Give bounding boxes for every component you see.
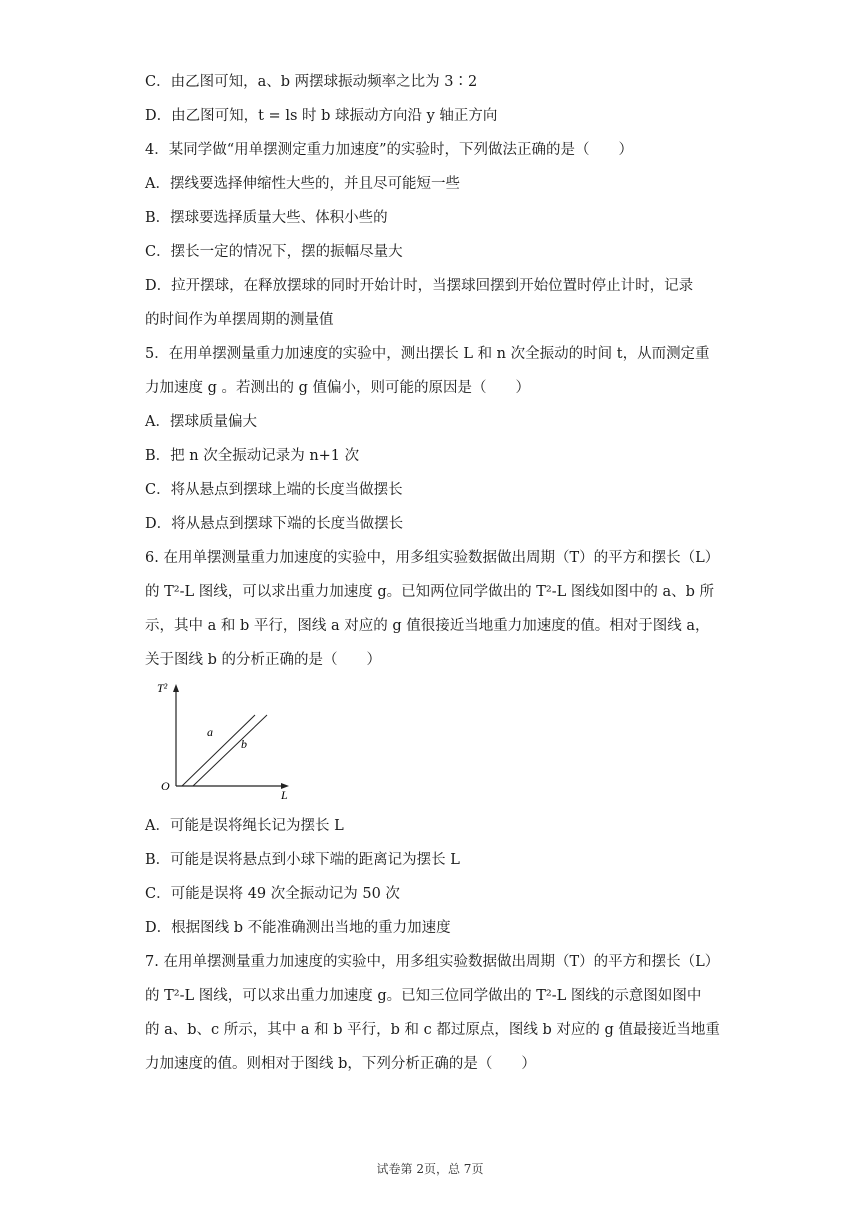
question-6-stem: 6. 在用单摆测量重力加速度的实验中，用多组实验数据做出周期（T）的平方和摆长（L） <box>145 550 720 566</box>
question-7-stem-2: 的 T²-L 图线，可以求出重力加速度 g。已知三位同学做出的 T²-L 图线的示意图如图中 <box>145 988 702 1004</box>
q4-option-a: A．摆线要选择伸缩性大些的，并且尽可能短一些 <box>145 176 460 192</box>
q5-option-a: A．摆球质量偏大 <box>145 414 257 430</box>
question-7-stem-4: 力加速度的值。则相对于图线 b，下列分析正确的是（ ） <box>145 1056 536 1072</box>
line-q3-c: C．由乙图可知，a、b 两摆球振动频率之比为 3∶2 <box>145 74 478 90</box>
q6-option-c: C．可能是误将 49 次全振动记为 50 次 <box>145 886 400 902</box>
line-b <box>193 715 267 786</box>
q4-option-d: D．拉开摆球，在释放摆球的同时开始计时，当摆球回摆到开始位置时停止计时，记录 <box>145 278 694 294</box>
q4-option-b: B．摆球要选择质量大些、体积小些的 <box>145 210 388 226</box>
q5-option-c: C．将从悬点到摆球上端的长度当做摆长 <box>145 482 403 498</box>
question-7-stem-3: 的 a、b、c 所示，其中 a 和 b 平行，b 和 c 都过原点，图线 b 对应的 g 值最接近当地重 <box>145 1022 720 1038</box>
question-6-stem-2: 的 T²-L 图线，可以求出重力加速度 g。已知两位同学做出的 T²-L 图线如图中的 a、b 所 <box>145 584 714 600</box>
y-axis-label: T² <box>157 681 168 695</box>
line-q3-d: D．由乙图可知，t = ls 时 b 球振动方向沿 y 轴正方向 <box>145 108 498 124</box>
question-5-stem: 5．在用单摆测量重力加速度的实验中，测出摆长 L 和 n 次全振动的时间 t，从而测定重 <box>145 346 710 362</box>
line-a-label: a <box>207 725 213 739</box>
q4-option-c: C．摆长一定的情况下，摆的振幅尽量大 <box>145 244 403 260</box>
q5-option-b: B．把 n 次全振动记录为 n+1 次 <box>145 448 360 464</box>
question-6-stem-3: 示，其中 a 和 b 平行，图线 a 对应的 g 值很接近当地重力加速度的值。相对于图线 a， <box>145 618 710 634</box>
q4-option-d-cont: 的时间作为单摆周期的测量值 <box>145 312 334 328</box>
line-b-label: b <box>241 737 247 751</box>
q6-option-a: A．可能是误将绳长记为摆长 L <box>145 818 344 834</box>
q6-option-b: B．可能是误将悬点到小球下端的距离记为摆长 L <box>145 852 460 868</box>
question-5-stem-cont: 力加速度 g 。若测出的 g 值偏小，则可能的原因是（ ） <box>145 380 530 396</box>
question-4-stem: 4．某同学做“用单摆测定重力加速度”的实验时，下列做法正确的是（ ） <box>145 142 634 158</box>
question-6-stem-4: 关于图线 b 的分析正确的是（ ） <box>145 652 381 668</box>
y-axis-arrow <box>173 684 179 692</box>
x-axis-label: L <box>281 788 288 800</box>
page-footer: 试卷第 2页，总 7页 <box>376 1162 484 1176</box>
q6-option-d: D．根据图线 b 不能准确测出当地的重力加速度 <box>145 920 451 936</box>
question-7-stem: 7. 在用单摆测量重力加速度的实验中，用多组实验数据做出周期（T）的平方和摆长（L） <box>145 954 720 970</box>
t2-l-graph <box>155 678 300 800</box>
q5-option-d: D．将从悬点到摆球下端的长度当做摆长 <box>145 516 404 532</box>
origin-label: O <box>161 779 170 793</box>
